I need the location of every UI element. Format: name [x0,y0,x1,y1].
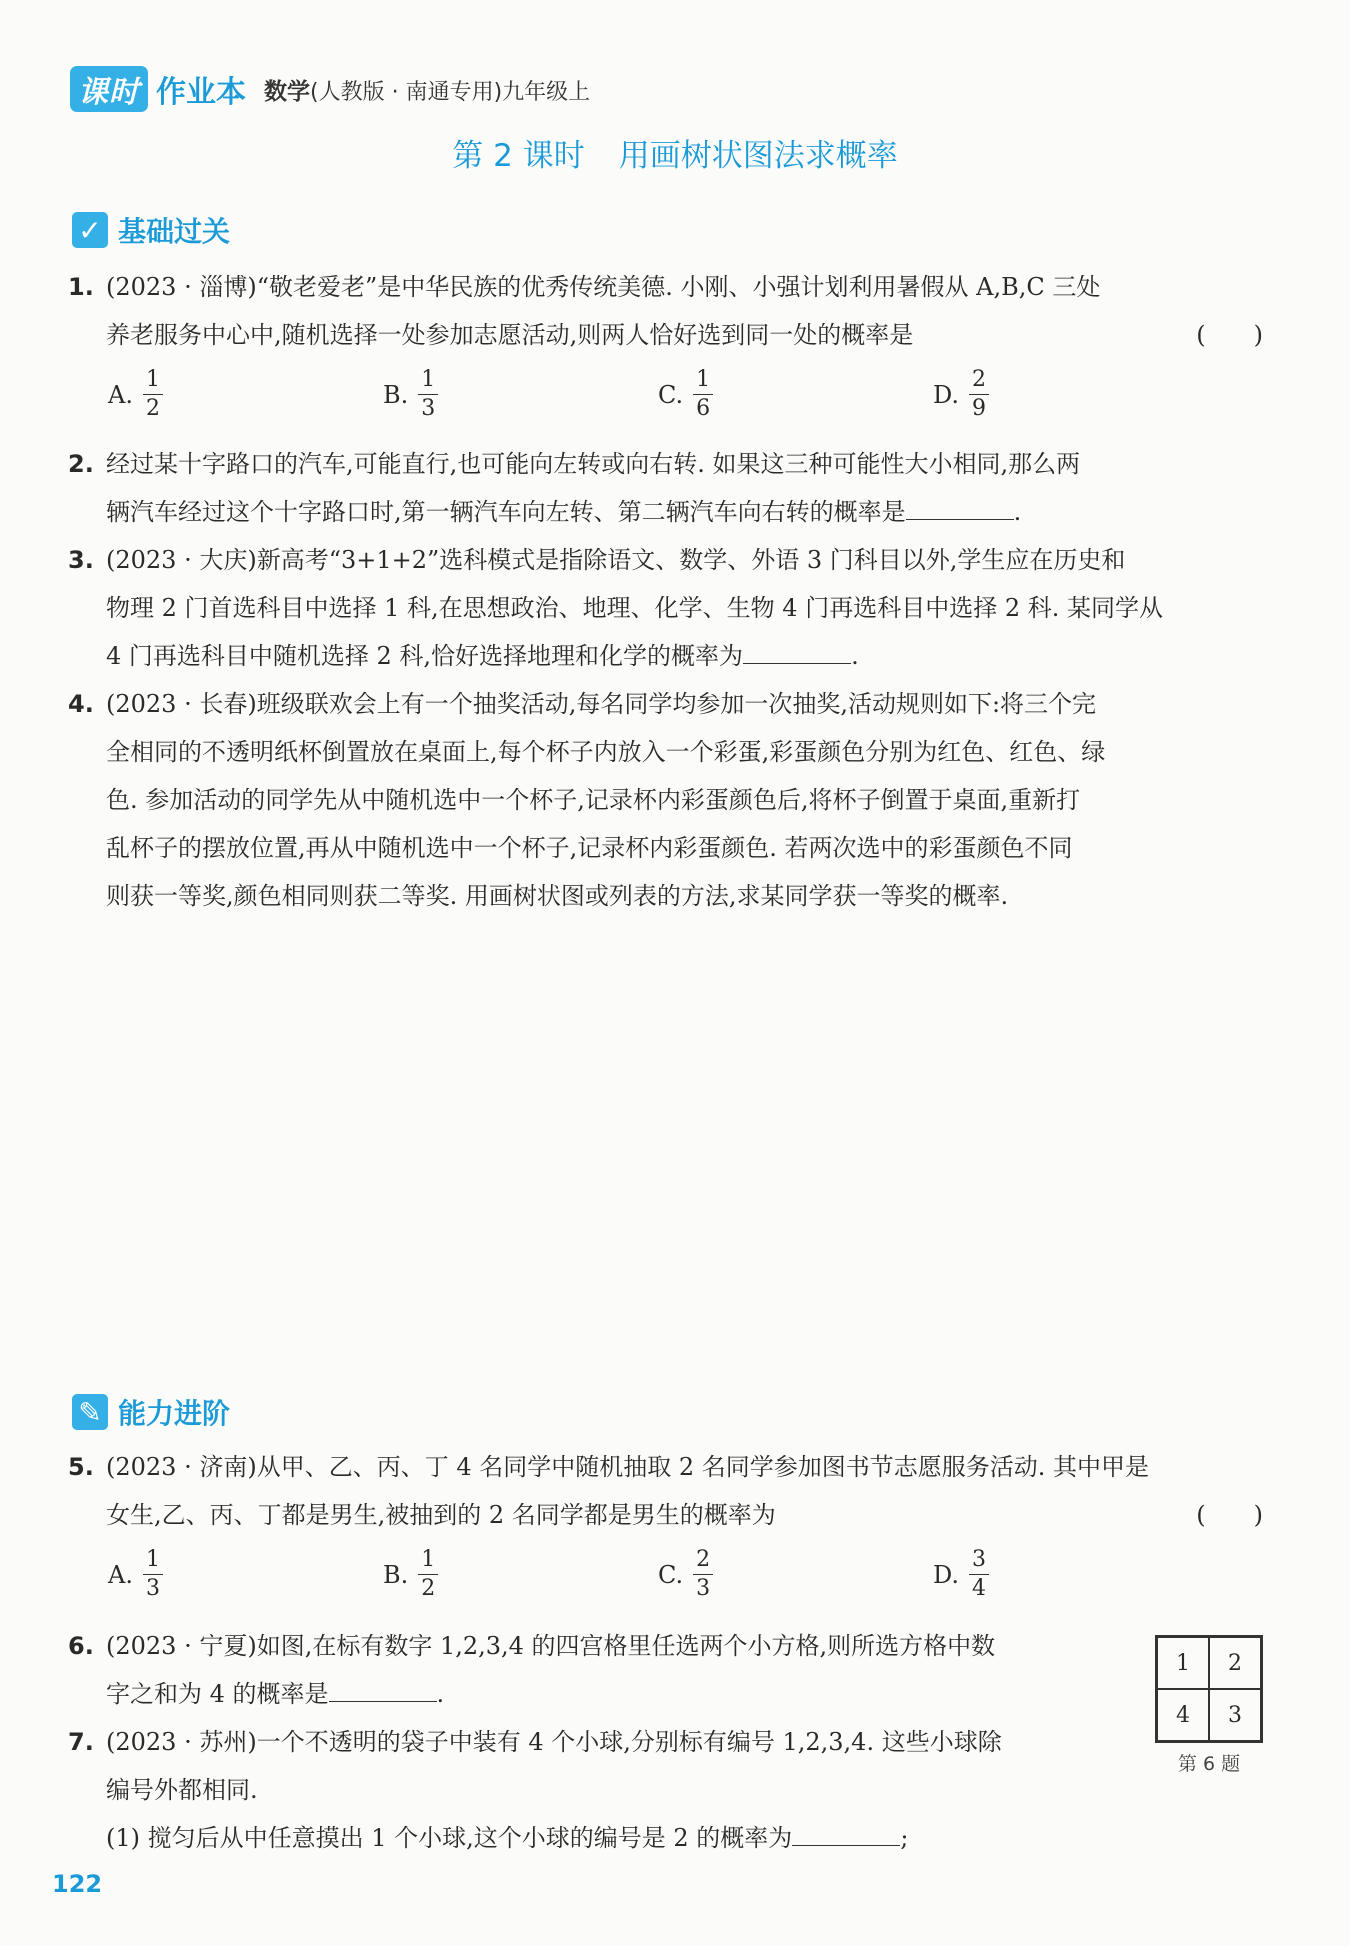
question-text: (2023 · 长春)班级联欢会上有一个抽奖活动,每名同学均参加一次抽奖,活动规则如下:将三个完 [106,690,1097,718]
question-7 [68,1718,1138,1862]
question-text: (2023 · 济南)从甲、乙、丙、丁 4 名同学中随机抽取 2 名同学参加图书节志愿服务活动. 其中甲是 [106,1453,1150,1481]
pencil-icon: ✎ [72,1394,108,1430]
question-number: 5. [68,1453,94,1481]
numerator: 1 [421,367,436,392]
question-text: 色. 参加活动的同学先从中随机选中一个杯子,记录杯内彩蛋颜色后,将杯子倒置于桌面,重新打 [106,786,1081,814]
option-letter: D. [933,1560,960,1589]
logo-badge: 课时 [70,66,148,112]
question-text: (2023 · 淄博)“敬老爱老”是中华民族的优秀传统美德. 小刚、小强计划利用暑假从 A,B,C 三处 [106,273,1101,301]
fraction [693,1548,713,1601]
fraction [969,368,989,421]
answer-blank[interactable] [906,493,1014,520]
section-advanced [72,1392,230,1432]
numerator: 2 [696,1547,711,1572]
option-letter: D. [933,380,960,409]
check-icon: ✓ [72,212,108,248]
question-2 [68,440,1263,536]
denominator: 3 [145,1576,160,1601]
option-a[interactable] [108,1548,383,1601]
denominator: 4 [972,1576,987,1601]
question-text: (2023 · 宁夏)如图,在标有数字 1,2,3,4 的四宫格里任选两个小方格,则所选方格中数 [106,1632,996,1660]
denominator: 3 [696,1576,711,1601]
grid-cell: 1 [1157,1637,1209,1689]
question-text: 全相同的不透明纸杯倒置放在桌面上,每个杯子内放入一个彩蛋,彩蛋颜色分别为红色、红色、绿 [106,738,1106,766]
book-logo [70,66,246,112]
lesson-title [0,130,1350,175]
page-number: 122 [52,1870,103,1898]
sub-question-text: (1) 搅匀后从中任意摸出 1 个小球,这个小球的编号是 2 的概率为 [106,1824,793,1852]
numerator: 3 [972,1547,987,1572]
logo-text: 作业本 [156,75,246,110]
q1-options [108,368,1208,421]
grid-cell: 2 [1209,1637,1261,1689]
numerator: 1 [696,367,711,392]
question-text: 字之和为 4 的概率是 [106,1680,329,1708]
numerator: 2 [972,367,987,392]
question-6 [68,1622,1138,1718]
period: . [851,642,859,670]
q5-options [108,1548,1208,1601]
denominator: 2 [145,396,160,421]
denominator: 3 [421,396,436,421]
fraction [418,1548,438,1601]
question-3 [68,536,1263,680]
period: . [436,1680,445,1708]
lesson-topic: 用画树状图法求概率 [618,138,898,174]
book-info [264,73,590,106]
fraction [969,1548,989,1601]
grid-cell: 4 [1157,1689,1209,1741]
question-text: 经过某十字路口的汽车,可能直行,也可能向左转或向右转. 如果这三种可能性大小相同,那么两 [106,450,1081,478]
four-square-grid [1155,1635,1263,1743]
period: . [1013,498,1022,526]
answer-blank[interactable] [329,1675,437,1702]
question-5 [68,1443,1263,1539]
figure-6 [1155,1635,1263,1776]
denominator: 9 [972,396,987,421]
option-c[interactable] [658,368,933,421]
book-subject: 数学 [264,78,310,105]
fraction [693,368,713,421]
question-number: 3. [68,546,94,574]
fraction [418,368,438,421]
answer-blank[interactable] [792,1819,900,1846]
answer-blank[interactable] [743,637,851,664]
question-number: 7. [68,1728,94,1756]
question-text: 辆汽车经过这个十字路口时,第一辆汽车向左转、第二辆汽车向右转的概率是 [106,498,906,526]
answer-paren: ( ) [1196,1501,1263,1529]
question-text: 物理 2 门首选科目中选择 1 科,在思想政治、地理、化学、生物 4 门再选科目中选择 2 科. 某同学从 [106,594,1163,622]
book-header [70,68,590,110]
question-text: (2023 · 大庆)新高考“3+1+2”选科模式是指除语文、数学、外语 3 门科目以外,学生应在历史和 [106,546,1126,574]
question-text: 乱杯子的摆放位置,再从中随机选中一个杯子,记录杯内彩蛋颜色. 若两次选中的彩蛋颜色不同 [106,834,1073,862]
figure-caption: 第 6 题 [1177,1753,1241,1775]
option-d[interactable] [933,1548,1208,1601]
numerator: 1 [421,1547,436,1572]
option-d[interactable] [933,368,1208,421]
denominator: 2 [421,1576,436,1601]
question-4 [68,680,1263,920]
question-text: 4 门再选科目中随机选择 2 科,恰好选择地理和化学的概率为 [106,642,744,670]
question-text: 编号外都相同. [106,1776,258,1804]
option-letter: C. [658,1560,684,1589]
option-c[interactable] [658,1548,933,1601]
question-number: 2. [68,450,94,478]
section-basic-label: 基础过关 [118,215,231,248]
denominator: 6 [696,396,711,421]
option-letter: B. [383,380,409,409]
question-1 [68,263,1263,359]
question-number: 6. [68,1632,94,1660]
answer-paren: ( ) [1196,321,1263,349]
question-text: 女生,乙、丙、丁都是男生,被抽到的 2 名同学都是男生的概率为 [106,1501,776,1529]
option-letter: B. [383,1560,409,1589]
fraction [143,368,163,421]
question-number: 4. [68,690,94,718]
question-text: 养老服务中心中,随机选择一处参加志愿活动,则两人恰好选到同一处的概率是 [106,321,914,349]
option-letter: A. [108,380,133,409]
section-basic [72,210,230,250]
book-edition: (人教版 · 南通专用)九年级上 [310,79,591,105]
question-number: 1. [68,273,94,301]
question-text: (2023 · 苏州)一个不透明的袋子中装有 4 个小球,分别标有编号 1,2,3,4. 这些小球除 [106,1728,1002,1756]
numerator: 1 [145,1547,160,1572]
lesson-number: 第 2 课时 [452,138,585,174]
option-b[interactable] [383,368,658,421]
section-advanced-label: 能力进阶 [118,1397,231,1430]
fraction [143,1548,163,1601]
numerator: 1 [145,367,160,392]
option-a[interactable] [108,368,383,421]
question-text: 则获一等奖,颜色相同则获二等奖. 用画树状图或列表的方法,求某同学获一等奖的概率. [106,882,1009,910]
grid-cell: 3 [1209,1689,1261,1741]
option-letter: A. [108,1560,133,1589]
option-letter: C. [658,380,684,409]
option-b[interactable] [383,1548,658,1601]
semicolon: ; [900,1824,909,1852]
